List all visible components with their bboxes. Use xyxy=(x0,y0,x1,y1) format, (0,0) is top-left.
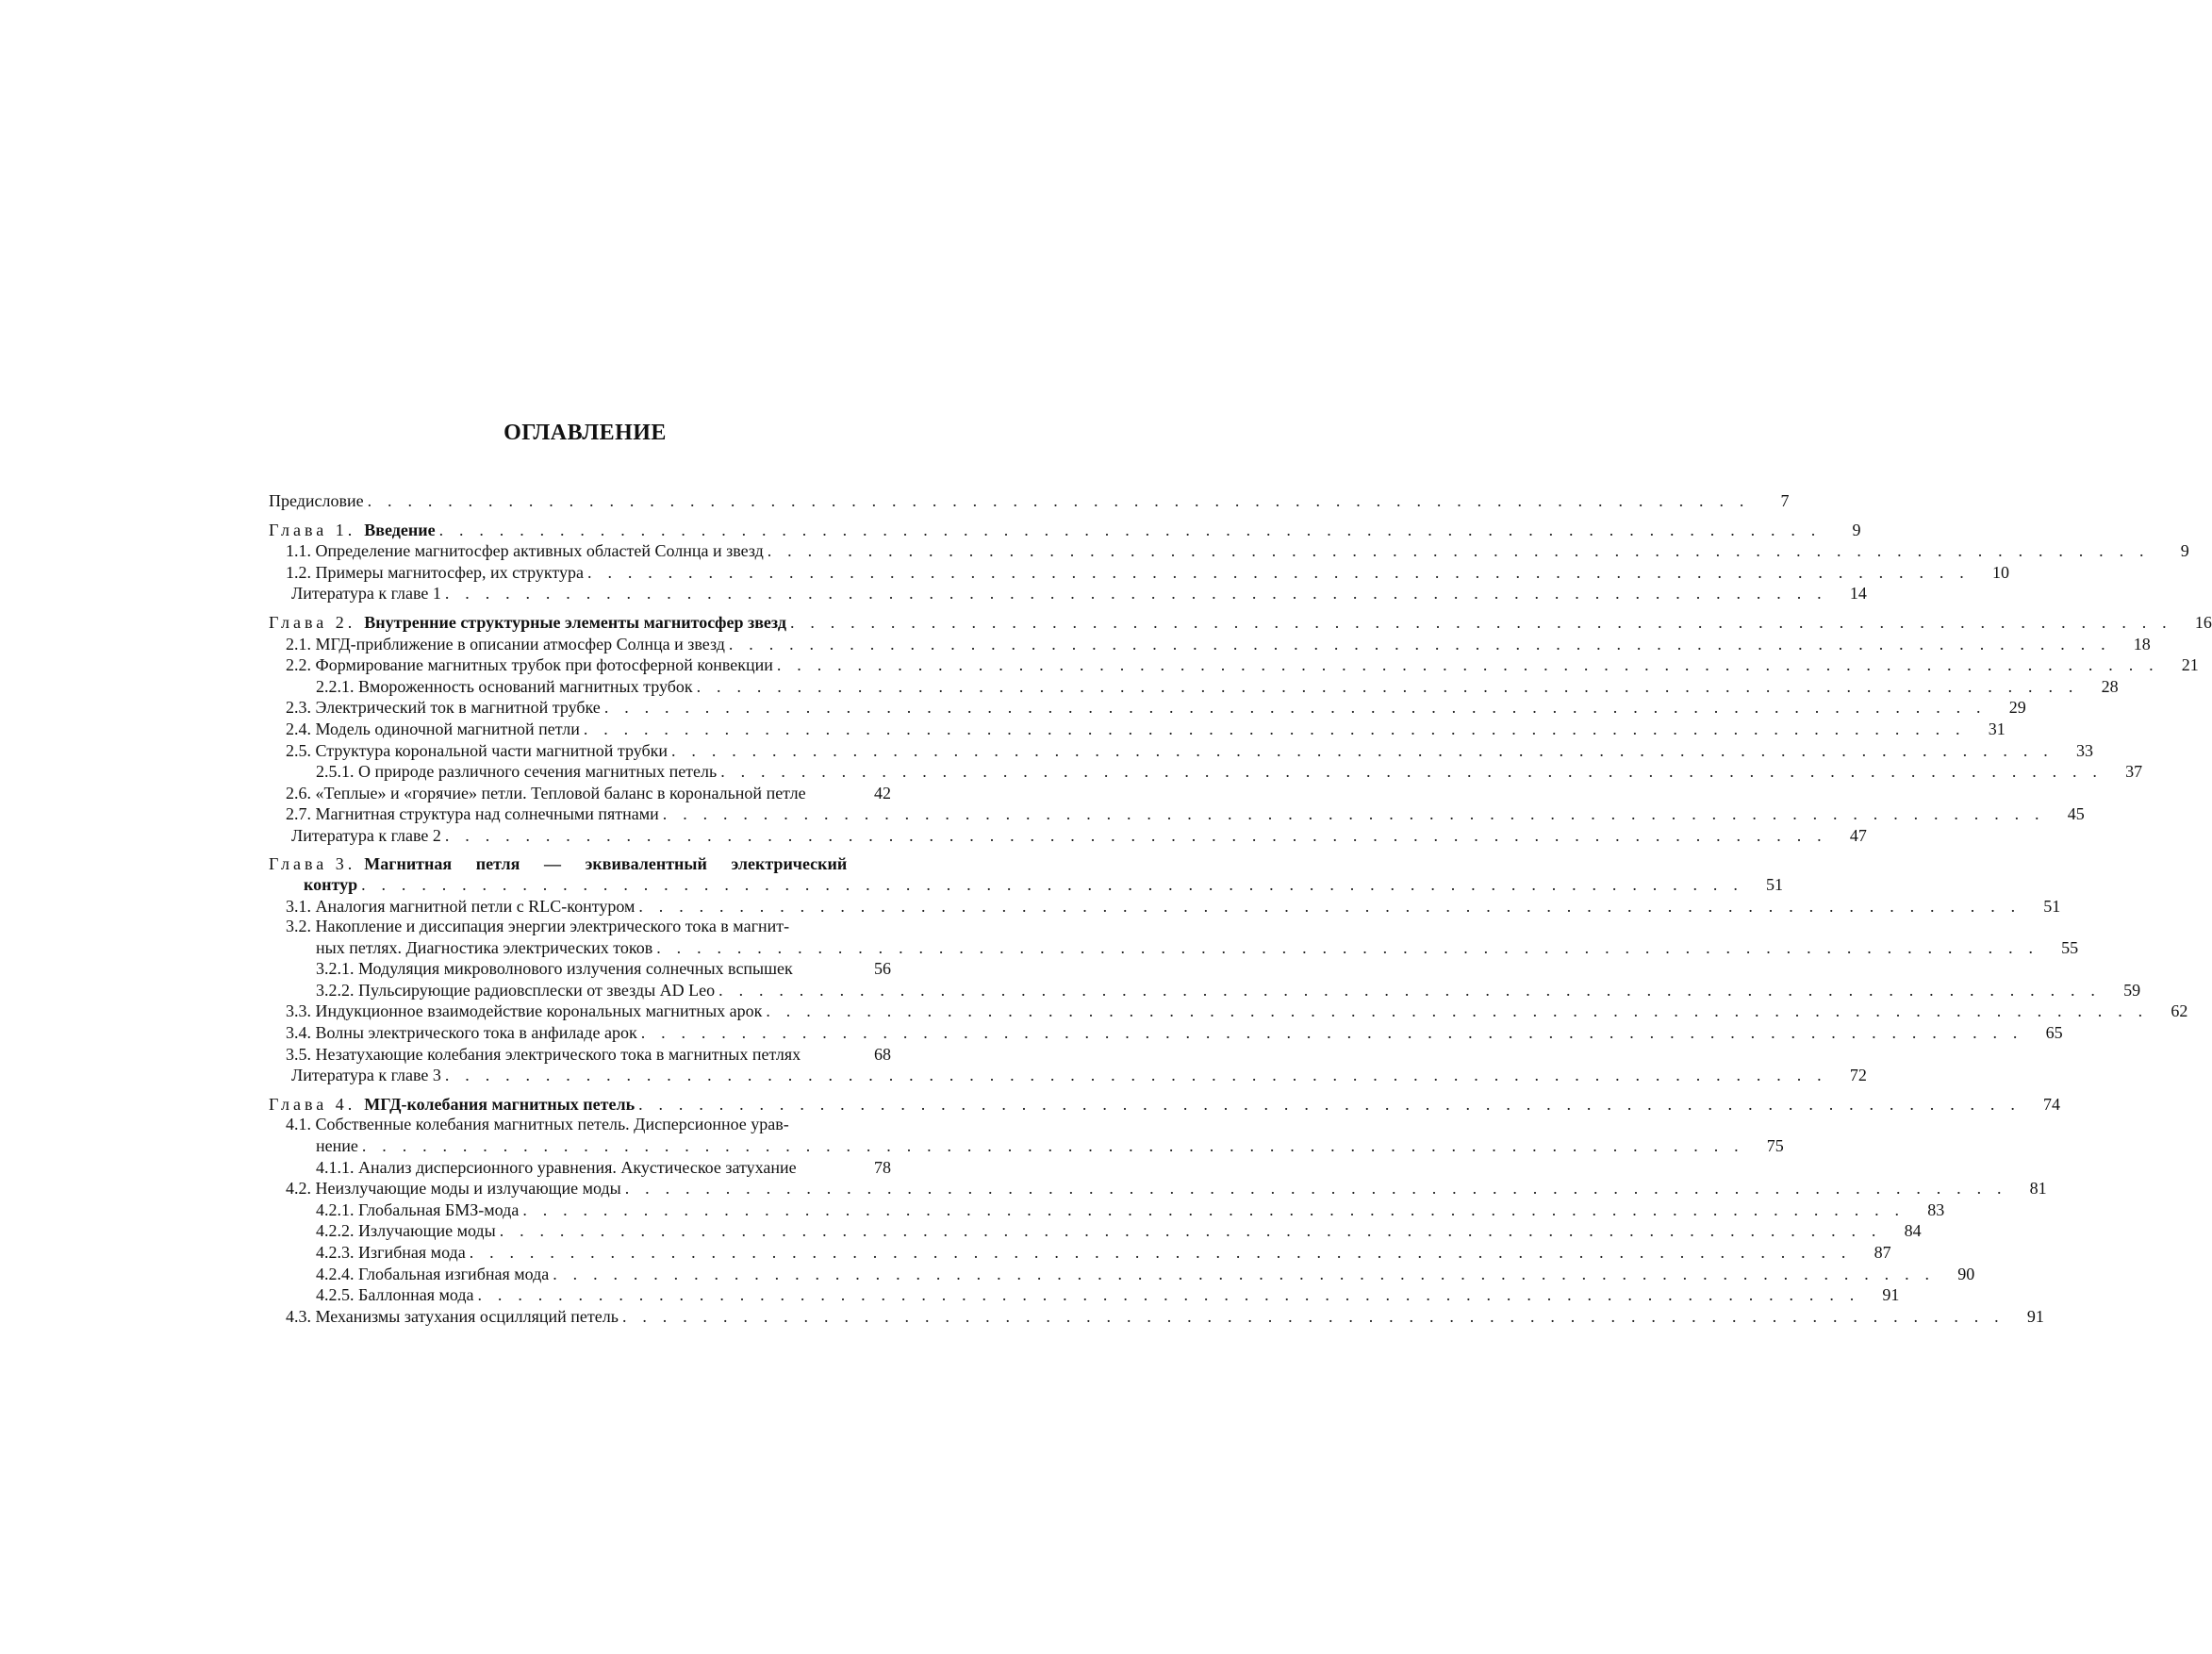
section-number: 2.6. xyxy=(286,783,311,802)
dot-leader: . . . . . . . . . . . . . . . . . . . . . . . . . . . . . . . . . . . . . . . . . . . . . . . . . . . . . . . . . . . . . . . . . . . . . xyxy=(621,1306,2005,1326)
toc-section-4-2-4[interactable] xyxy=(269,1264,1975,1285)
chapter-title-word: эквивалентный xyxy=(585,853,707,873)
page-number: 59 xyxy=(2123,980,2141,1000)
dot-leader: . . . . . . . . . . . . . . . . . . . . . . . . . . . . . . . . . . . . . . . . . . . . . . . . . . . . . . . . . . . . . . . . . . . . . xyxy=(499,1221,1882,1241)
toc-literature-1[interactable] xyxy=(269,583,1867,604)
section-number: 3.2. xyxy=(286,917,311,936)
section-number: 4.2.4. xyxy=(316,1264,355,1283)
chapter-title: Введение xyxy=(364,520,436,539)
toc-section-3-2-2[interactable] xyxy=(269,980,2141,1001)
toc-chapter-4[interactable] xyxy=(269,1094,2061,1116)
chapter-title-word: — xyxy=(543,853,561,873)
toc-literature-2[interactable] xyxy=(269,825,1867,847)
dot-leader: . . . . . . . . . . . . . . . . . . . . . . . . . . . . . . . . . . . . . . . . . . . . . . . . . . . . . . . . . . . . . . . . . . . . . xyxy=(789,612,2172,632)
dot-leader: . . . . . . . . . . . . . . . . . . . . . . . . . . . . . . . . . . . . . . . . . . . . . . . . . . . . . . . . . . . . . . . . . . . . . xyxy=(477,1285,1860,1305)
section-title: Изгибная мода xyxy=(358,1242,466,1262)
chapter-title: Внутренние структурные элементы магнитосфер звезд xyxy=(364,612,786,632)
toc-section-3-2-cont[interactable] xyxy=(269,937,2079,959)
dot-leader: . . . . . . . . . . . . . . . . . . . . . . . . . . . . . . . . . . . . . . . . . . . . . . . . . . . . . . . . . . . . . . . . . . . . . xyxy=(662,804,2045,824)
dot-leader: . . . . . . . . . . . . . . . . . . . . . . . . . . . . . . . . . . . . . . . . . . . . . . . . . . . . . . . . . . . . . . . . . . . . . xyxy=(553,1264,1936,1283)
toc-section-2-6[interactable] xyxy=(269,783,891,804)
dot-leader: . . . . . . . . . . . . . . . . . . . . . . . . . . . . . . . . . . . . . . . . . . . . . . . . . . . . . . . . . . . . . . . . . . . . . xyxy=(640,1023,2023,1043)
section-number: 2.4. xyxy=(286,719,311,738)
section-title: Электрический ток в магнитной трубке xyxy=(315,698,601,718)
section-title: Излучающие моды xyxy=(358,1221,496,1241)
toc-section-3-1[interactable] xyxy=(269,896,2061,918)
page-number: 51 xyxy=(1766,875,1784,894)
toc-section-4-1-1[interactable] xyxy=(269,1157,891,1179)
page-number: 90 xyxy=(1957,1264,1975,1283)
dot-leader: . . . . . . . . . . . . . . . . . . . . . . . . . . . . . . . . . . . . . . . . . . . . . . . . . . . . . . . . . . . . . . . . . . . . . xyxy=(728,634,2111,653)
chapter-title-cont: контур xyxy=(304,875,358,894)
page-number: 28 xyxy=(2101,676,2119,696)
dot-leader: . . . . . . . . . . . . . . . . . . . . . . . . . . . . . . . . . . . . . . . . . . . . . . . . . . . . . . . . . . . . . . . . . . . . . xyxy=(444,584,1827,604)
section-number: 1.2. xyxy=(286,562,311,582)
section-number: 4.3. xyxy=(286,1306,311,1326)
section-number: 2.7. xyxy=(286,804,311,824)
entry-text: Предисловие xyxy=(269,491,364,510)
section-number: 2.5. xyxy=(286,740,311,760)
page-number: 37 xyxy=(2125,762,2143,782)
section-title: Формирование магнитных трубок при фотосферной конвекции xyxy=(315,655,773,675)
section-title: Вмороженность оснований магнитных трубок xyxy=(358,676,693,696)
section-title: Аналогия магнитной петли с RLC-контуром xyxy=(315,896,636,916)
page-number: 55 xyxy=(2061,937,2079,957)
page-number: 65 xyxy=(2045,1023,2063,1043)
toc-entry-preface[interactable] xyxy=(269,490,1790,512)
section-number: 3.4. xyxy=(286,1023,311,1043)
section-number: 4.2.2. xyxy=(316,1221,355,1241)
section-title: Собственные колебания магнитных петель. Дисперсионное урав- xyxy=(315,1115,789,1134)
dot-leader: . . . . . . . . . . . . . . . . . . . . . . . . . . . . . . . . . . . . . . . . . . . . . . . . . . . . . . . . . . . . . . . . . . . . . xyxy=(638,896,2022,916)
dot-leader: . . . . . . . . . . . . . . . . . . . . . . . . . . . . . . . . . . . . . . . . . . . . . . . . . . . . . . . . . . . . . . . . . . . . . xyxy=(767,541,2150,561)
dot-leader: . . . . . . . . . . . . . . . . . . . . . . . . . . . . . . . . . . . . . . . . . . . . . . . . . . . . . . . . . . . . . . . . . . . . . xyxy=(638,1094,2022,1114)
chapter-title: МГД-колебания магнитных петель xyxy=(364,1094,636,1114)
page-number: 31 xyxy=(1988,719,2006,738)
section-title: Незатухающие колебания электрического тока в магнитных петлях xyxy=(315,1044,801,1064)
section-number: 3.2.2. xyxy=(316,980,355,1000)
dot-leader: . . . . . . . . . . . . . . . . . . . . . . . . . . . . . . . . . . . . . . . . . . . . . . . . . . . . . . . . . . . . . . . . . . . . . xyxy=(776,655,2159,675)
toc-section-4-2-3[interactable] xyxy=(269,1242,1891,1264)
chapter-label: Глава 2. xyxy=(269,612,356,632)
page-number: 9 xyxy=(2180,541,2189,561)
dot-leader: . . . . . . . . . . . . . . . . . . . . . . . . . . . . . . . . . . . . . . . . . . . . . . . . . . . . . . . . . . . . . . . . . . . . . xyxy=(367,491,1750,510)
section-title: Глобальная БМЗ-мода xyxy=(358,1199,520,1219)
toc-section-2-2[interactable] xyxy=(269,654,2199,676)
page-number: 75 xyxy=(1766,1135,1784,1155)
toc-section-3-4[interactable] xyxy=(269,1022,2063,1044)
chapter-label: Глава 3. xyxy=(269,853,356,873)
toc-section-2-5-1[interactable] xyxy=(269,761,2143,783)
toc-section-2-1[interactable] xyxy=(269,634,2151,655)
toc-chapter-3[interactable] xyxy=(269,854,891,875)
dot-leader: . . . . . . . . . . . . . . . . . . . . . . . . . . . . . . . . . . . . . . . . . . . . . . . . . . . . . . . . . . . . . . . . . . . . . xyxy=(469,1242,1852,1262)
toc-chapter-2[interactable] xyxy=(269,612,2212,634)
page-number: 72 xyxy=(1849,1066,1867,1085)
section-title: Накопление и диссипация энергии электрического тока в магнит- xyxy=(315,917,790,936)
toc-section-2-7[interactable] xyxy=(269,803,2085,825)
page-title: ОГЛАВЛЕНИЕ xyxy=(503,421,667,445)
section-number: 4.1. xyxy=(286,1115,311,1134)
page-number: 74 xyxy=(2043,1094,2061,1114)
dot-leader: . . . . . . . . . . . . . . . . . . . . . . . . . . . . . . . . . . . . . . . . . . . . . . . . . . . . . . . . . . . . . . . . . . . . . xyxy=(438,520,1822,539)
toc-section-4-2-2[interactable] xyxy=(269,1220,1922,1242)
page-number: 16 xyxy=(2194,612,2212,632)
toc-section-4-3[interactable] xyxy=(269,1306,2044,1328)
section-title-cont: ных петлях. Диагностика электрических токов xyxy=(316,937,653,957)
page-number: 51 xyxy=(2043,896,2061,916)
section-number: 1.1. xyxy=(286,541,311,561)
section-number: 2.2.1. xyxy=(316,676,355,696)
toc-section-2-5[interactable] xyxy=(269,740,2093,762)
toc-section-2-3[interactable] xyxy=(269,697,2026,719)
toc-section-4-1[interactable] xyxy=(269,1115,891,1135)
section-number: 4.2.5. xyxy=(316,1285,355,1305)
dot-leader: . . . . . . . . . . . . . . . . . . . . . . . . . . . . . . . . . . . . . . . . . . . . . . . . . . . . . . . . . . . . . . . . . . . . . xyxy=(522,1199,1906,1219)
section-title: Модуляция микроволнового излучения солнечных вспышек xyxy=(358,959,793,979)
page-number: 68 xyxy=(874,1044,891,1064)
page-number: 33 xyxy=(2075,740,2093,760)
dot-leader: . . . . . . . . . . . . . . . . . . . . . . . . . . . . . . . . . . . . . . . . . . . . . . . . . . . . . . . . . . . . . . . . . . . . . xyxy=(624,1179,2007,1199)
dot-leader: . . . . . . . . . . . . . . . . . . . . . . . . . . . . . . . . . . . . . . . . . . . . . . . . . . . . . . . . . . . . . . . . . . . . . xyxy=(583,719,1966,738)
toc-section-4-2-5[interactable] xyxy=(269,1284,1900,1306)
chapter-label: Глава 4. xyxy=(269,1094,356,1114)
toc-section-4-1-cont[interactable] xyxy=(269,1135,1784,1157)
page-number: 18 xyxy=(2133,634,2151,653)
section-title: Пульсирующие радиовсплески от звезды AD Leo xyxy=(358,980,716,1000)
page-number: 84 xyxy=(1904,1221,1922,1241)
section-number: 4.2. xyxy=(286,1179,311,1199)
section-title: Структура корональной части магнитной трубки xyxy=(315,740,669,760)
page-number: 9 xyxy=(1852,520,1861,539)
section-number: 2.3. xyxy=(286,698,311,718)
toc-section-1-1[interactable] xyxy=(269,540,2189,562)
dot-leader: . . . . . . . . . . . . . . . . . . . . . . . . . . . . . . . . . . . . . . . . . . . . . . . . . . . . . . . . . . . . . . . . . . . . . xyxy=(718,980,2102,1000)
page-number: 81 xyxy=(2029,1179,2047,1199)
dot-leader: . . . . . . . . . . . . . . . . . . . . . . . . . . . . . . . . . . . . . . . . . . . . . . . . . . . . . . . . . . . . . . . . . . . . . xyxy=(444,1066,1827,1085)
toc-literature-3[interactable] xyxy=(269,1065,1867,1086)
section-title: Баллонная мода xyxy=(358,1285,474,1305)
section-title: «Теплые» и «горячие» петли. Тепловой баланс в корональной петле xyxy=(315,783,806,802)
dot-leader: . . . . . . . . . . . . . . . . . . . . . . . . . . . . . . . . . . . . . . . . . . . . . . . . . . . . . . . . . . . . . . . . . . . . . xyxy=(671,740,2054,760)
dot-leader: . . . . . . . . . . . . . . . . . . . . . . . . . . . . . . . . . . . . . . . . . . . . . . . . . . . . . . . . . . . . . . . . . . . . . xyxy=(720,762,2104,782)
section-title-cont: нение xyxy=(316,1135,358,1155)
chapter-title-word: петля xyxy=(475,853,520,873)
dot-leader: . . . . . . . . . . . . . . . . . . . . . . . . . . . . . . . . . . . . . . . . . . . . . . . . . . . . . . . . . . . . . . . . . . . . . xyxy=(696,676,2079,696)
page-number: 91 xyxy=(2026,1306,2044,1326)
page-number: 62 xyxy=(2171,1001,2188,1021)
section-number: 4.2.1. xyxy=(316,1199,355,1219)
section-number: 4.2.3. xyxy=(316,1242,355,1262)
page-number: 29 xyxy=(2008,698,2026,718)
section-title: МГД-приближение в описании атмосфер Солнца и звезд xyxy=(315,634,725,653)
page-number: 21 xyxy=(2181,655,2199,675)
table-of-contents xyxy=(269,490,2212,1327)
dot-leader: . . . . . . . . . . . . . . . . . . . . . . . . . . . . . . . . . . . . . . . . . . . . . . . . . . . . . . . . . . . . . . . . . . . . . xyxy=(444,825,1827,845)
page-number: 91 xyxy=(1882,1285,1900,1305)
section-title: О природе различного сечения магнитных петель xyxy=(358,762,718,782)
dot-leader: . . . . . . . . . . . . . . . . . . . . . . . . . . . . . . . . . . . . . . . . . . . . . . . . . . . . . . . . . . . . . . . . . . . . . xyxy=(766,1001,2149,1021)
toc-chapter-1[interactable] xyxy=(269,520,1861,541)
toc-chapter-3-cont[interactable] xyxy=(269,874,1784,896)
page-number: 47 xyxy=(1849,825,1867,845)
section-number: 3.3. xyxy=(286,1001,311,1021)
dot-leader: . . . . . . . . . . . . . . . . . . . . . . . . . . . . . . . . . . . . . . . . . . . . . . . . . . . . . . . . . . . . . . . . . . . . . xyxy=(603,698,1987,718)
section-title: Индукционное взаимодействие корональных магнитных арок xyxy=(315,1001,763,1021)
literature-title: Литература к главе 1 xyxy=(291,584,441,604)
chapter-title-word: Магнитная xyxy=(364,853,453,873)
page-number: 45 xyxy=(2067,804,2085,824)
toc-section-3-2-1[interactable] xyxy=(269,958,891,980)
literature-title: Литература к главе 3 xyxy=(291,1066,441,1085)
section-number: 3.1. xyxy=(286,896,311,916)
section-number: 2.5.1. xyxy=(316,762,355,782)
toc-section-3-2[interactable] xyxy=(269,917,891,937)
page-number: 56 xyxy=(874,959,891,979)
toc-section-3-5[interactable] xyxy=(269,1044,891,1066)
toc-section-1-2[interactable] xyxy=(269,562,2009,584)
page-number: 10 xyxy=(1991,562,2009,582)
page-number: 7 xyxy=(1780,491,1790,510)
section-number: 2.1. xyxy=(286,634,311,653)
literature-title: Литература к главе 2 xyxy=(291,825,441,845)
toc-section-4-2-1[interactable] xyxy=(269,1199,1945,1221)
section-title: Глобальная изгибная мода xyxy=(358,1264,550,1283)
section-title: Модель одиночной магнитной петли xyxy=(315,719,580,738)
section-number: 2.2. xyxy=(286,655,311,675)
dot-leader: . . . . . . . . . . . . . . . . . . . . . . . . . . . . . . . . . . . . . . . . . . . . . . . . . . . . . . . . . . . . . . . . . . . . . xyxy=(361,875,1744,894)
section-number: 4.1.1. xyxy=(316,1157,355,1177)
section-number: 3.2.1. xyxy=(316,959,355,979)
page-number: 87 xyxy=(1874,1242,1891,1262)
page-number: 78 xyxy=(874,1157,891,1177)
section-title: Волны электрического тока в анфиладе арок xyxy=(315,1023,637,1043)
page-number: 42 xyxy=(874,783,891,802)
toc-section-4-2[interactable] xyxy=(269,1178,2047,1199)
section-title: Неизлучающие моды и излучающие моды xyxy=(315,1179,621,1199)
dot-leader: . . . . . . . . . . . . . . . . . . . . . . . . . . . . . . . . . . . . . . . . . . . . . . . . . . . . . . . . . . . . . . . . . . . . . xyxy=(656,937,2039,957)
dot-leader: . . . . . . . . . . . . . . . . . . . . . . . . . . . . . . . . . . . . . . . . . . . . . . . . . . . . . . . . . . . . . . . . . . . . . xyxy=(587,562,1970,582)
toc-section-2-2-1[interactable] xyxy=(269,676,2119,698)
section-title: Примеры магнитосфер, их структура xyxy=(315,562,585,582)
dot-leader: . . . . . . . . . . . . . . . . . . . . . . . . . . . . . . . . . . . . . . . . . . . . . . . . . . . . . . . . . . . . . . . . . . . . . xyxy=(361,1135,1744,1155)
section-number: 3.5. xyxy=(286,1044,311,1064)
toc-section-3-3[interactable] xyxy=(269,1001,2188,1022)
chapter-title-word: электрический xyxy=(731,853,848,873)
toc-section-2-4[interactable] xyxy=(269,719,2006,740)
section-title: Магнитная структура над солнечными пятнами xyxy=(315,804,659,824)
page-number: 83 xyxy=(1927,1199,1945,1219)
section-title: Анализ дисперсионного уравнения. Акустическое затухание xyxy=(358,1157,797,1177)
page-number: 14 xyxy=(1849,584,1867,604)
section-title: Определение магнитосфер активных областей Солнца и звезд xyxy=(315,541,764,561)
section-title: Механизмы затухания осцилляций петель xyxy=(315,1306,619,1326)
chapter-label: Глава 1. xyxy=(269,520,356,539)
